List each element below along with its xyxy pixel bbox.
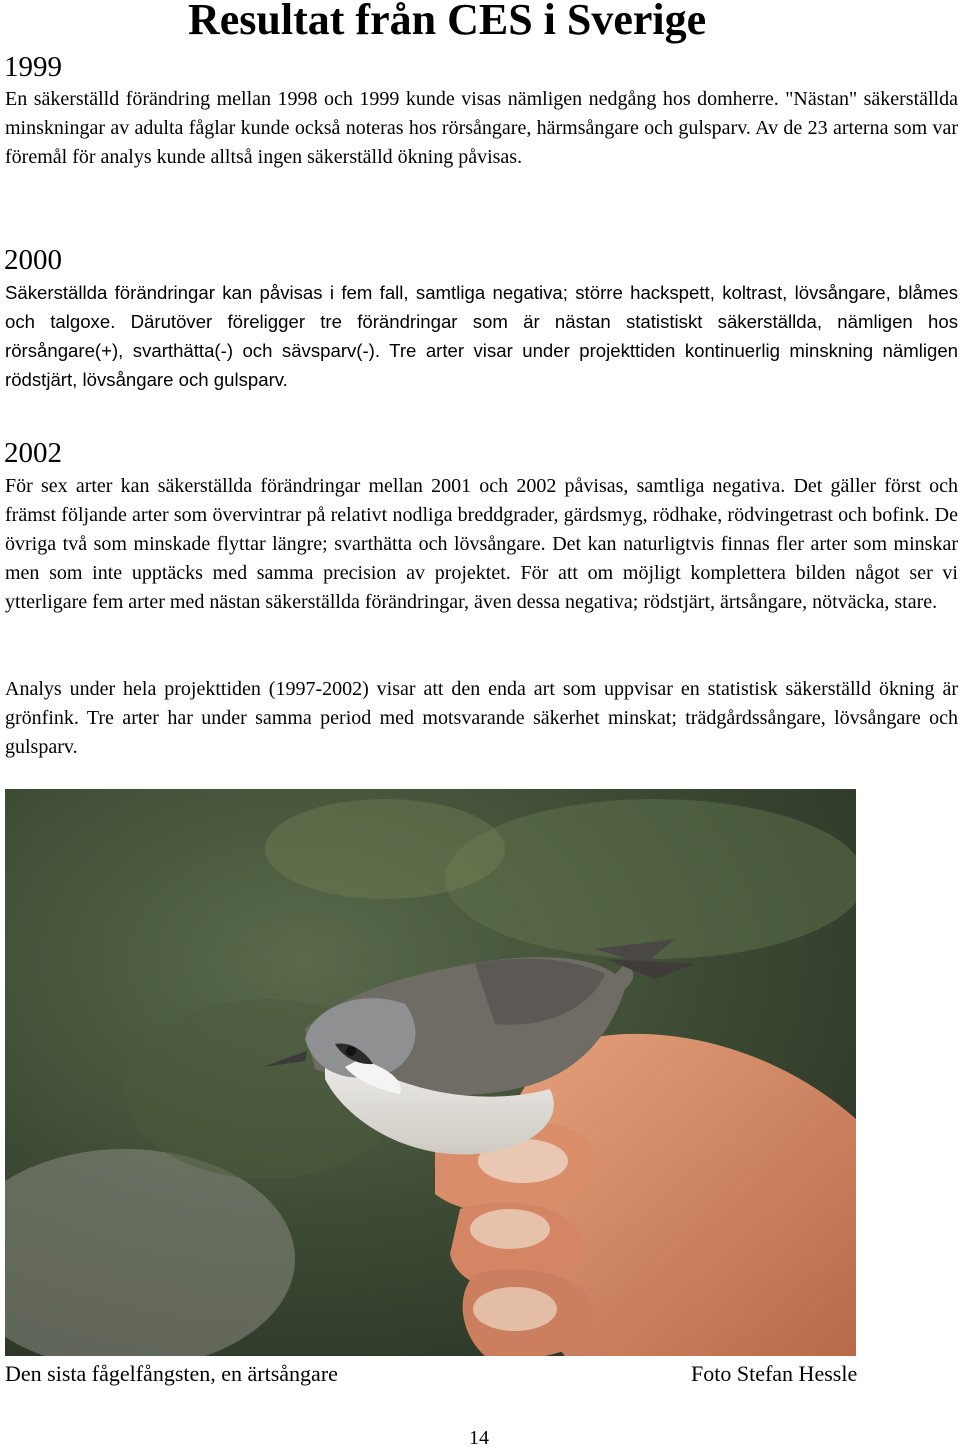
section-heading-2000: 2000 (4, 244, 62, 276)
paragraph-2000: Säkerställda förändringar kan påvisas i fem fall, samtliga negativa; större hackspett, koltrast, lövsångare, blåmes och talgoxe. Därutöver föreligger tre förändringar som är nästan statistiskt säkerställda, nämligen hos rörsångare(+), svarthätta(-) och sävsparv(-). Tre arter visar under projekttiden kontinuerlig minskning nämligen rödstjärt, lövsångare och gulsparv. (5, 282, 958, 390)
photo-caption: Den sista fågelfångsten, en ärtsångare (5, 1361, 338, 1386)
paragraph-1999: En säkerställd förändring mellan 1998 och 1999 kunde visas nämligen nedgång hos domherre. "Nästan" säkerställda minskningar av adulta fåglar kunde också noteras hos rörsångare, härmsångare och gulsparv. Av de 23 arterna som var föremål för analys kunde alltså ingen säkerställd ökning påvisas. (5, 88, 958, 168)
photo-credit: Foto Stefan Hessle (691, 1361, 858, 1386)
section-heading-1999: 1999 (4, 51, 62, 83)
page-title: Resultat från CES i Sverige (188, 0, 707, 44)
section-heading-2002: 2002 (4, 437, 62, 469)
bird-in-hand-photo (5, 789, 856, 1356)
page-number: 14 (469, 1427, 489, 1449)
paragraph-2002-b: Analys under hela projekttiden (1997-2002) visar att den enda art som uppvisar en statistisk säkerställd ökning är grönfink. Tre arter har under samma period med motsvarande säkerhet minskat; trädgårdssångare, lövsångare och gulsparv. (5, 678, 958, 758)
paragraph-2002-a: För sex arter kan säkerställda förändringar mellan 2001 och 2002 påvisas, samtliga negativa. Det gäller först och främst följande arter som övervintrar på relativt nodliga breddgrader, gärdsmyg, rödhake, rödvingetrast och bofink. De övriga två som minskade flyttar längre; svarthätta och lövsångare. Det kan naturligtvis finnas fler arter som minskar men som inte upptäcks med samma precision av projektet. För att om möjligt komplettera bilden något ser vi ytterligare fem arter med nästan säkerställda förändringar, även dessa negativa; rödstjärt, ärtsångare, nötväcka, stare. (5, 475, 958, 613)
